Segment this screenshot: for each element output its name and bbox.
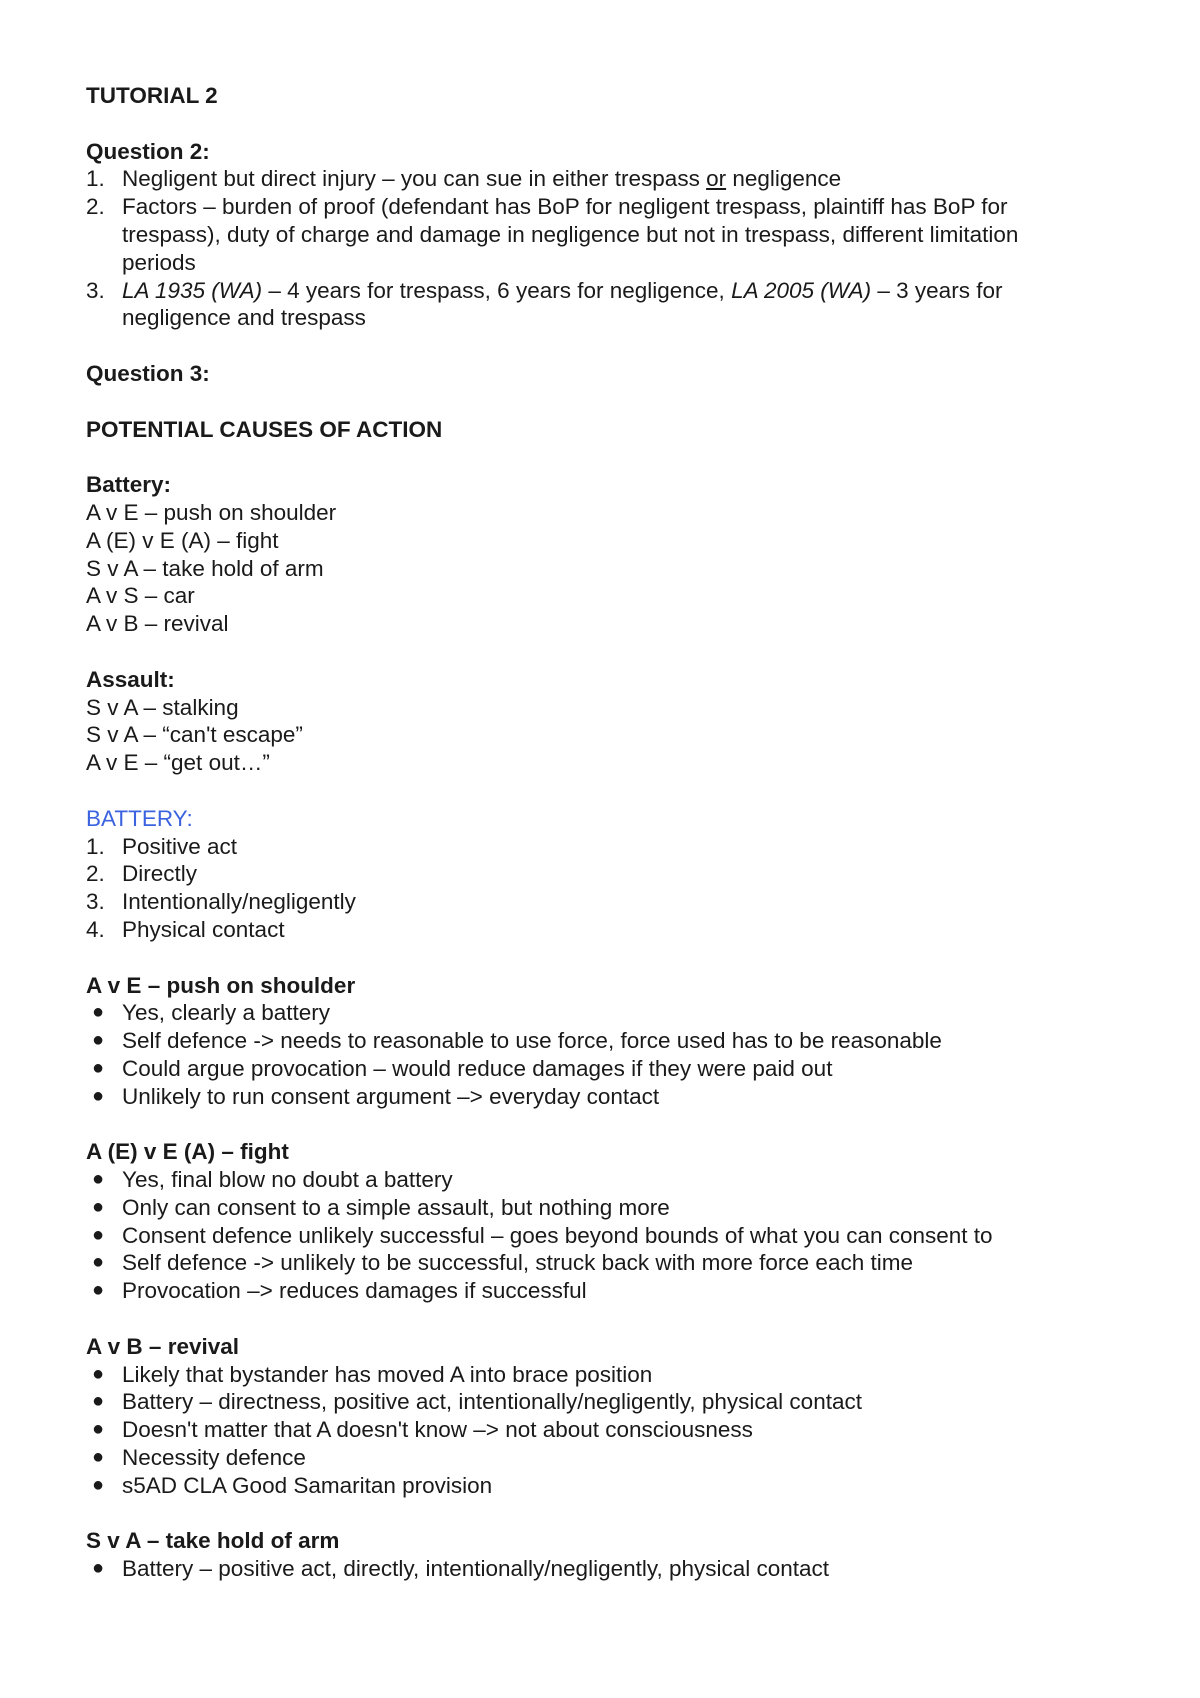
list-number: 1. [86, 833, 105, 859]
bullet-icon: ● [92, 1557, 105, 1580]
list-text: negligence [726, 166, 842, 192]
bullet-text: Self defence -> needs to reasonable to use force, force used has to be reasonable [122, 1028, 942, 1054]
bullet-text: Yes, clearly a battery [122, 1000, 331, 1026]
bullet-text: Battery – directness, positive act, intentionally/negligently, physical contact [122, 1389, 862, 1415]
bullet-text: Yes, final blow no doubt a battery [122, 1167, 453, 1193]
battery-element-item [86, 860, 1126, 888]
section-heading: A v B – revival [86, 1333, 240, 1359]
bullet-icon: ● [92, 1029, 105, 1052]
list-number: 3. [86, 277, 105, 303]
q2-list-item [86, 193, 1022, 276]
bullet-icon: ● [92, 1195, 105, 1218]
bullet-item [86, 1083, 1126, 1111]
section-heading: A (E) v E (A) – fight [86, 1139, 289, 1165]
bullet-item [86, 1416, 1126, 1444]
battery-elements-heading: BATTERY: [86, 805, 193, 831]
list-number: 2. [86, 861, 105, 887]
bullet-icon: ● [92, 1001, 105, 1024]
section-heading: A v E – push on shoulder [86, 972, 356, 998]
bullet-item [86, 999, 1126, 1027]
list-text: Physical contact [122, 916, 285, 942]
bullet-text: Battery – positive act, directly, intentionally/negligently, physical contact [122, 1556, 830, 1582]
list-text: Directly [122, 861, 198, 887]
document-title: TUTORIAL 2 [86, 83, 218, 108]
bullet-item [86, 1388, 1126, 1416]
bullet-icon: ● [92, 1223, 105, 1246]
battery-element-item [86, 916, 1126, 944]
document-page [86, 82, 1126, 1583]
bullet-item [86, 1555, 1126, 1583]
list-number: 1. [86, 166, 105, 192]
bullet-item [86, 1166, 1126, 1194]
q2-list-item [86, 277, 1022, 333]
bullet-text: s5AD CLA Good Samaritan provision [122, 1472, 493, 1498]
list-number: 4. [86, 916, 105, 942]
battery-line: A v S – car [86, 583, 195, 609]
bullet-text: Likely that bystander has moved A into brace position [122, 1361, 653, 1387]
battery-line: A v B – revival [86, 611, 229, 637]
list-text: Intentionally/negligently [122, 889, 356, 915]
causes-heading: POTENTIAL CAUSES OF ACTION [86, 416, 443, 442]
bullet-icon: ● [92, 1251, 105, 1274]
bullet-icon: ● [92, 1056, 105, 1079]
bullet-icon: ● [92, 1084, 105, 1107]
list-text: Factors – burden of proof (defendant has BoP for negligent trespass, plaintiff has BoP for trespass), duty of charge and damage in negligence but not in trespass, different limitation periods [122, 194, 1019, 275]
bullet-icon: ● [92, 1418, 105, 1441]
bullet-text: Could argue provocation – would reduce damages if they were paid out [122, 1055, 833, 1081]
list-number: 2. [86, 194, 105, 220]
bullet-icon: ● [92, 1362, 105, 1385]
list-text: Positive act [122, 833, 238, 859]
bullet-icon: ● [92, 1390, 105, 1413]
bullet-item [86, 1361, 1126, 1389]
list-text: – 3 years for negligence and trespass [122, 277, 1003, 331]
bullet-item [86, 1222, 1126, 1250]
battery-subheading: Battery: [86, 472, 172, 498]
bullet-item [86, 1194, 1126, 1222]
battery-element-item [86, 888, 1126, 916]
list-text: Negligent but direct injury – you can sue in either trespass [122, 166, 707, 192]
bullet-item [86, 1444, 1126, 1472]
assault-line: A v E – “get out…” [86, 750, 270, 776]
bullet-text: Necessity defence [122, 1445, 306, 1471]
underlined-text: or [706, 166, 727, 192]
list-text: – 4 years for trespass, 6 years for negligence, [262, 277, 732, 303]
bullet-icon: ● [92, 1279, 105, 1302]
section-heading: S v A – take hold of arm [86, 1528, 340, 1554]
bullet-text: Self defence -> unlikely to be successful, struck back with more force each time [122, 1250, 913, 1276]
assault-line: S v A – stalking [86, 694, 239, 720]
list-number: 3. [86, 889, 105, 915]
battery-line: A (E) v E (A) – fight [86, 527, 279, 553]
bullet-item [86, 1472, 1126, 1500]
bullet-item [86, 1027, 1126, 1055]
bullet-text: Unlikely to run consent argument –> everyday contact [122, 1083, 660, 1109]
q2-list-item [86, 165, 1126, 193]
question-2-heading: Question 2: [86, 138, 210, 164]
battery-line: A v E – push on shoulder [86, 499, 337, 525]
bullet-item [86, 1249, 1126, 1277]
italic-citation: LA 2005 (WA) [731, 277, 872, 303]
battery-element-item [86, 833, 1126, 861]
bullet-icon: ● [92, 1473, 105, 1496]
assault-subheading: Assault: [86, 666, 175, 692]
bullet-icon: ● [92, 1446, 105, 1469]
question-3-heading: Question 3: [86, 360, 210, 386]
italic-citation: LA 1935 (WA) [122, 277, 263, 303]
bullet-text: Only can consent to a simple assault, but nothing more [122, 1194, 670, 1220]
assault-line: S v A – “can't escape” [86, 722, 303, 748]
bullet-text: Doesn't matter that A doesn't know –> not about consciousness [122, 1417, 753, 1443]
bullet-item [86, 1055, 1126, 1083]
bullet-text: Consent defence unlikely successful – goes beyond bounds of what you can consent to [122, 1222, 993, 1248]
bullet-icon: ● [92, 1168, 105, 1191]
bullet-text: Provocation –> reduces damages if successful [122, 1278, 587, 1304]
bullet-item [86, 1277, 1126, 1305]
battery-line: S v A – take hold of arm [86, 555, 324, 581]
